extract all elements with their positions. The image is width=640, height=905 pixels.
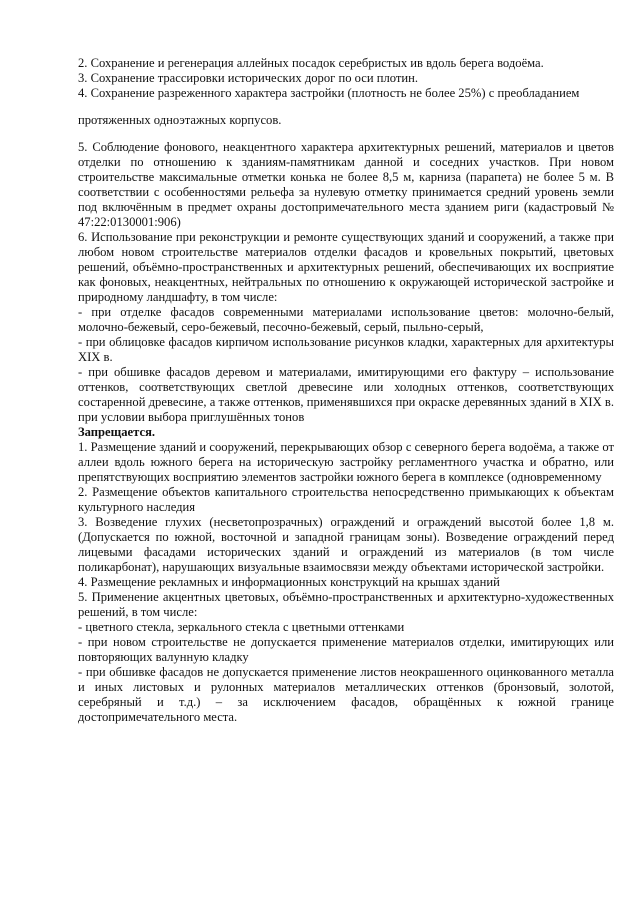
permitted-item-2: 2. Сохранение и регенерация аллейных посадок серебристых ив вдоль берега водоёма. <box>78 56 544 70</box>
prohibited-item-2: 2. Размещение объектов капитального строительства непосредственно примыкающих к объектам культурного наследия <box>78 485 614 514</box>
prohibited-item-5: 5. Применение акцентных цветовых, объёмно-пространственных и архитектурно-художественных решений, в том числе: <box>78 590 614 619</box>
permitted-item-5: 5. Соблюдение фонового, неакцентного характера архитектурных решений, материалов и цветов отделки по отношению к зданиям-памятникам данной и соседних участков. При новом строительстве максимальные отметки конька не более 8,5 м, карниза (парапета) не более 5 м. В соответствии с особенностями рельефа за нулевую отметку принимается средний уровень земли под включённым в предмет охраны достопримечательного места зданием риги (кадастровый № 47:22:0130001:906) <box>78 140 614 229</box>
permitted-item-6-brick: - при облицовке фасадов кирпичом использование рисунков кладки, характерных для архитектуры XIX в. <box>78 335 614 364</box>
permitted-item-6: 6. Использование при реконструкции и ремонте существующих зданий и сооружений, а также при любом новом строительстве материалов отделки фасадов и кровельных покрытий, цветовых решений, объёмно-пространственных и архитектурных решений, обеспечивающих их восприятие как фоновых, неакцентных, нейтральных по отношению к окружающей исторической застройке и природному ландшафту, в том числе: <box>78 230 614 304</box>
permitted-item-4-continuation: протяженных одноэтажных корпусов. <box>78 113 282 127</box>
permitted-item-6-wood: - при обшивке фасадов деревом и материалами, имитирующими его фактуру – использование оттенков, соответствующих светлой древесине или холодных оттенков, соответствующих состаренной древесине, а также оттенков, применявшихся при окраске деревянных зданий в XIX в. при условии выбора приглушённых тонов <box>78 365 614 424</box>
prohibited-heading: Запрещается. <box>78 425 156 439</box>
permitted-item-4: 4. Сохранение разреженного характера застройки (плотность не более 25%) с преобладанием <box>78 86 580 100</box>
permitted-item-6-colors: - при отделке фасадов современными материалами использование цветов: молочно-белый, молочно-бежевый, серо-бежевый, песочно-бежевый, серый, пыльно-серый, <box>78 305 614 334</box>
permitted-item-3: 3. Сохранение трассировки исторических дорог по оси плотин. <box>78 71 419 85</box>
prohibited-item-4: 4. Размещение рекламных и информационных конструкций на крышах зданий <box>78 575 500 589</box>
prohibited-item-1: 1. Размещение зданий и сооружений, перекрывающих обзор с северного берега водоёма, а также от аллеи вдоль южного берега на историческую застройку регламентного участка и обратно, или препятствующих восприятию элементов застройки южного берега в комплексе (одновременному <box>78 440 614 484</box>
prohibited-item-5-masonry: - при новом строительстве не допускается применение материалов отделки, имитирующих или повторяющих валунную кладку <box>78 635 614 664</box>
prohibited-item-5-glass: - цветного стекла, зеркального стекла с цветными оттенками <box>78 620 405 634</box>
prohibited-item-3: 3. Возведение глухих (несветопрозрачных) ограждений и ограждений высотой более 1,8 м. (Допускается по южной, восточной и западной границам зоны). Возведение ограждений перед лицевыми фасадами исторических зданий и ограждений из материалов (в том числе поликарбонат), нарушающих визуальные взаимосвязи между объектами исторической застройки. <box>78 515 614 574</box>
prohibited-item-5-metal: - при обшивке фасадов не допускается применение листов неокрашенного оцинкованного металла и иных листовых и рулонных материалов металлических оттенков (бронзовый, золотой, серебряный и т.д.) – за исключением фасадов, обращённых к южной границе достопримечательного места. <box>78 665 614 724</box>
